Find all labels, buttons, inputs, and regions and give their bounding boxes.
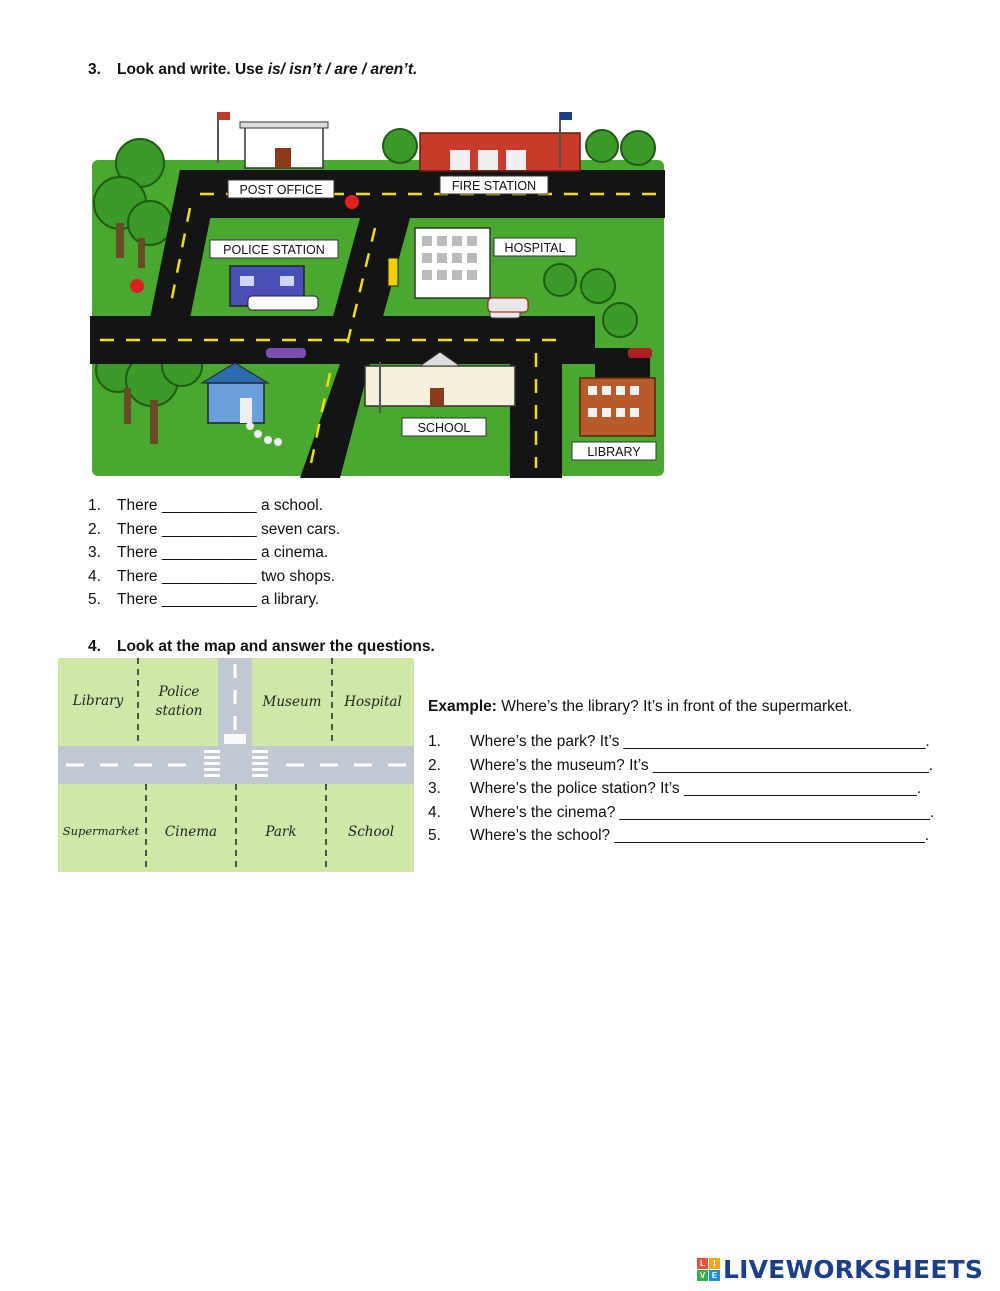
label-cinema: Cinema — [164, 824, 218, 840]
list-item: 5. There ___________ a library. — [88, 591, 320, 609]
list-item[interactable]: 3. Where’s the police station? It’s ___________________________. — [428, 780, 922, 798]
car — [266, 348, 306, 358]
list-item[interactable]: 1. Where’s the park? It’s ___________________________________. — [428, 733, 930, 750]
car — [488, 298, 528, 312]
label-school: SCHOOL — [417, 421, 471, 435]
example-label: Example: — [428, 698, 497, 715]
label-library: LIBRARY — [587, 445, 641, 459]
post-office-building — [218, 112, 328, 168]
question-text: Where’s the park? It’s ___________________________________. — [470, 733, 930, 750]
list-item[interactable]: 5. Where’s the school? ____________________________________. — [428, 827, 930, 845]
answer-blank[interactable]: ___________ — [161, 567, 257, 585]
label-library: Library — [72, 693, 124, 709]
label-police-station-line1: Police — [158, 684, 200, 700]
logo-text: LIVEWORKSHEETS — [723, 1254, 984, 1284]
question-text: Where’s the police station? It’s ___________________________. — [470, 780, 922, 798]
instruction-text: Look and write. Use — [117, 61, 268, 78]
label-police-station-line2: station — [155, 703, 203, 719]
list-item: 1. There ___________ a school. — [88, 497, 323, 514]
label-post-office: POST OFFICE — [239, 183, 323, 197]
label-hospital: Hospital — [344, 694, 402, 710]
question-list — [428, 730, 948, 848]
stop-sign — [345, 195, 359, 209]
label-hospital: HOSPITAL — [504, 241, 566, 255]
list-item[interactable]: 2. Where’s the museum? It’s ________________________________. — [428, 756, 934, 774]
label-supermarket: Supermarket — [62, 824, 140, 838]
example-text: Where’s the library? It’s in front of the supermarket. — [496, 698, 853, 715]
instruction-text: Look at the map and answer the questions. — [117, 638, 435, 655]
list-item: 3. There ___________ a cinema. — [88, 544, 329, 562]
question-text: Where’s the cinema? ____________________________________. — [470, 803, 935, 821]
label-park: Park — [265, 824, 297, 840]
car — [628, 348, 652, 358]
exercise-4-questions — [428, 694, 948, 848]
question-text: Where’s the school? ____________________________________. — [470, 827, 930, 845]
exercise-number: 3. — [88, 61, 101, 78]
label-museum: Museum — [262, 694, 322, 710]
answer-blank[interactable]: ___________ — [161, 591, 257, 609]
answer-blank[interactable]: ___________ — [161, 497, 257, 514]
label-fire-station: FIRE STATION — [451, 179, 537, 193]
label-school: School — [347, 824, 395, 840]
stop-sign — [130, 279, 144, 293]
answer-blank[interactable]: ___________ — [161, 544, 257, 562]
exercise-number: 4. — [88, 638, 101, 655]
logo-blocks-icon: L I V E — [697, 1258, 720, 1281]
question-text: Where’s the museum? It’s ________________________________. — [470, 756, 934, 774]
answer-blank[interactable]: ___________ — [161, 520, 257, 538]
fire-station-building — [420, 112, 580, 171]
example-line — [428, 694, 948, 720]
library-building — [580, 378, 655, 436]
list-item[interactable]: 4. Where’s the cinema? ____________________________________. — [428, 803, 935, 821]
traffic-light — [388, 258, 398, 286]
label-police-station: POLICE STATION — [223, 243, 325, 257]
town-map-illustration — [90, 108, 665, 478]
instruction-words: is/ isn’t / are / aren’t. — [267, 61, 418, 78]
street-grid-map — [58, 658, 414, 872]
list-item: 2. There ___________ seven cars. — [88, 520, 341, 538]
exercise-4-heading — [88, 638, 435, 656]
exercise-3-heading — [88, 61, 417, 79]
exercise-3-list — [88, 494, 340, 612]
liveworksheets-logo[interactable] — [697, 1254, 983, 1284]
list-item: 4. There ___________ two shops. — [88, 567, 336, 585]
